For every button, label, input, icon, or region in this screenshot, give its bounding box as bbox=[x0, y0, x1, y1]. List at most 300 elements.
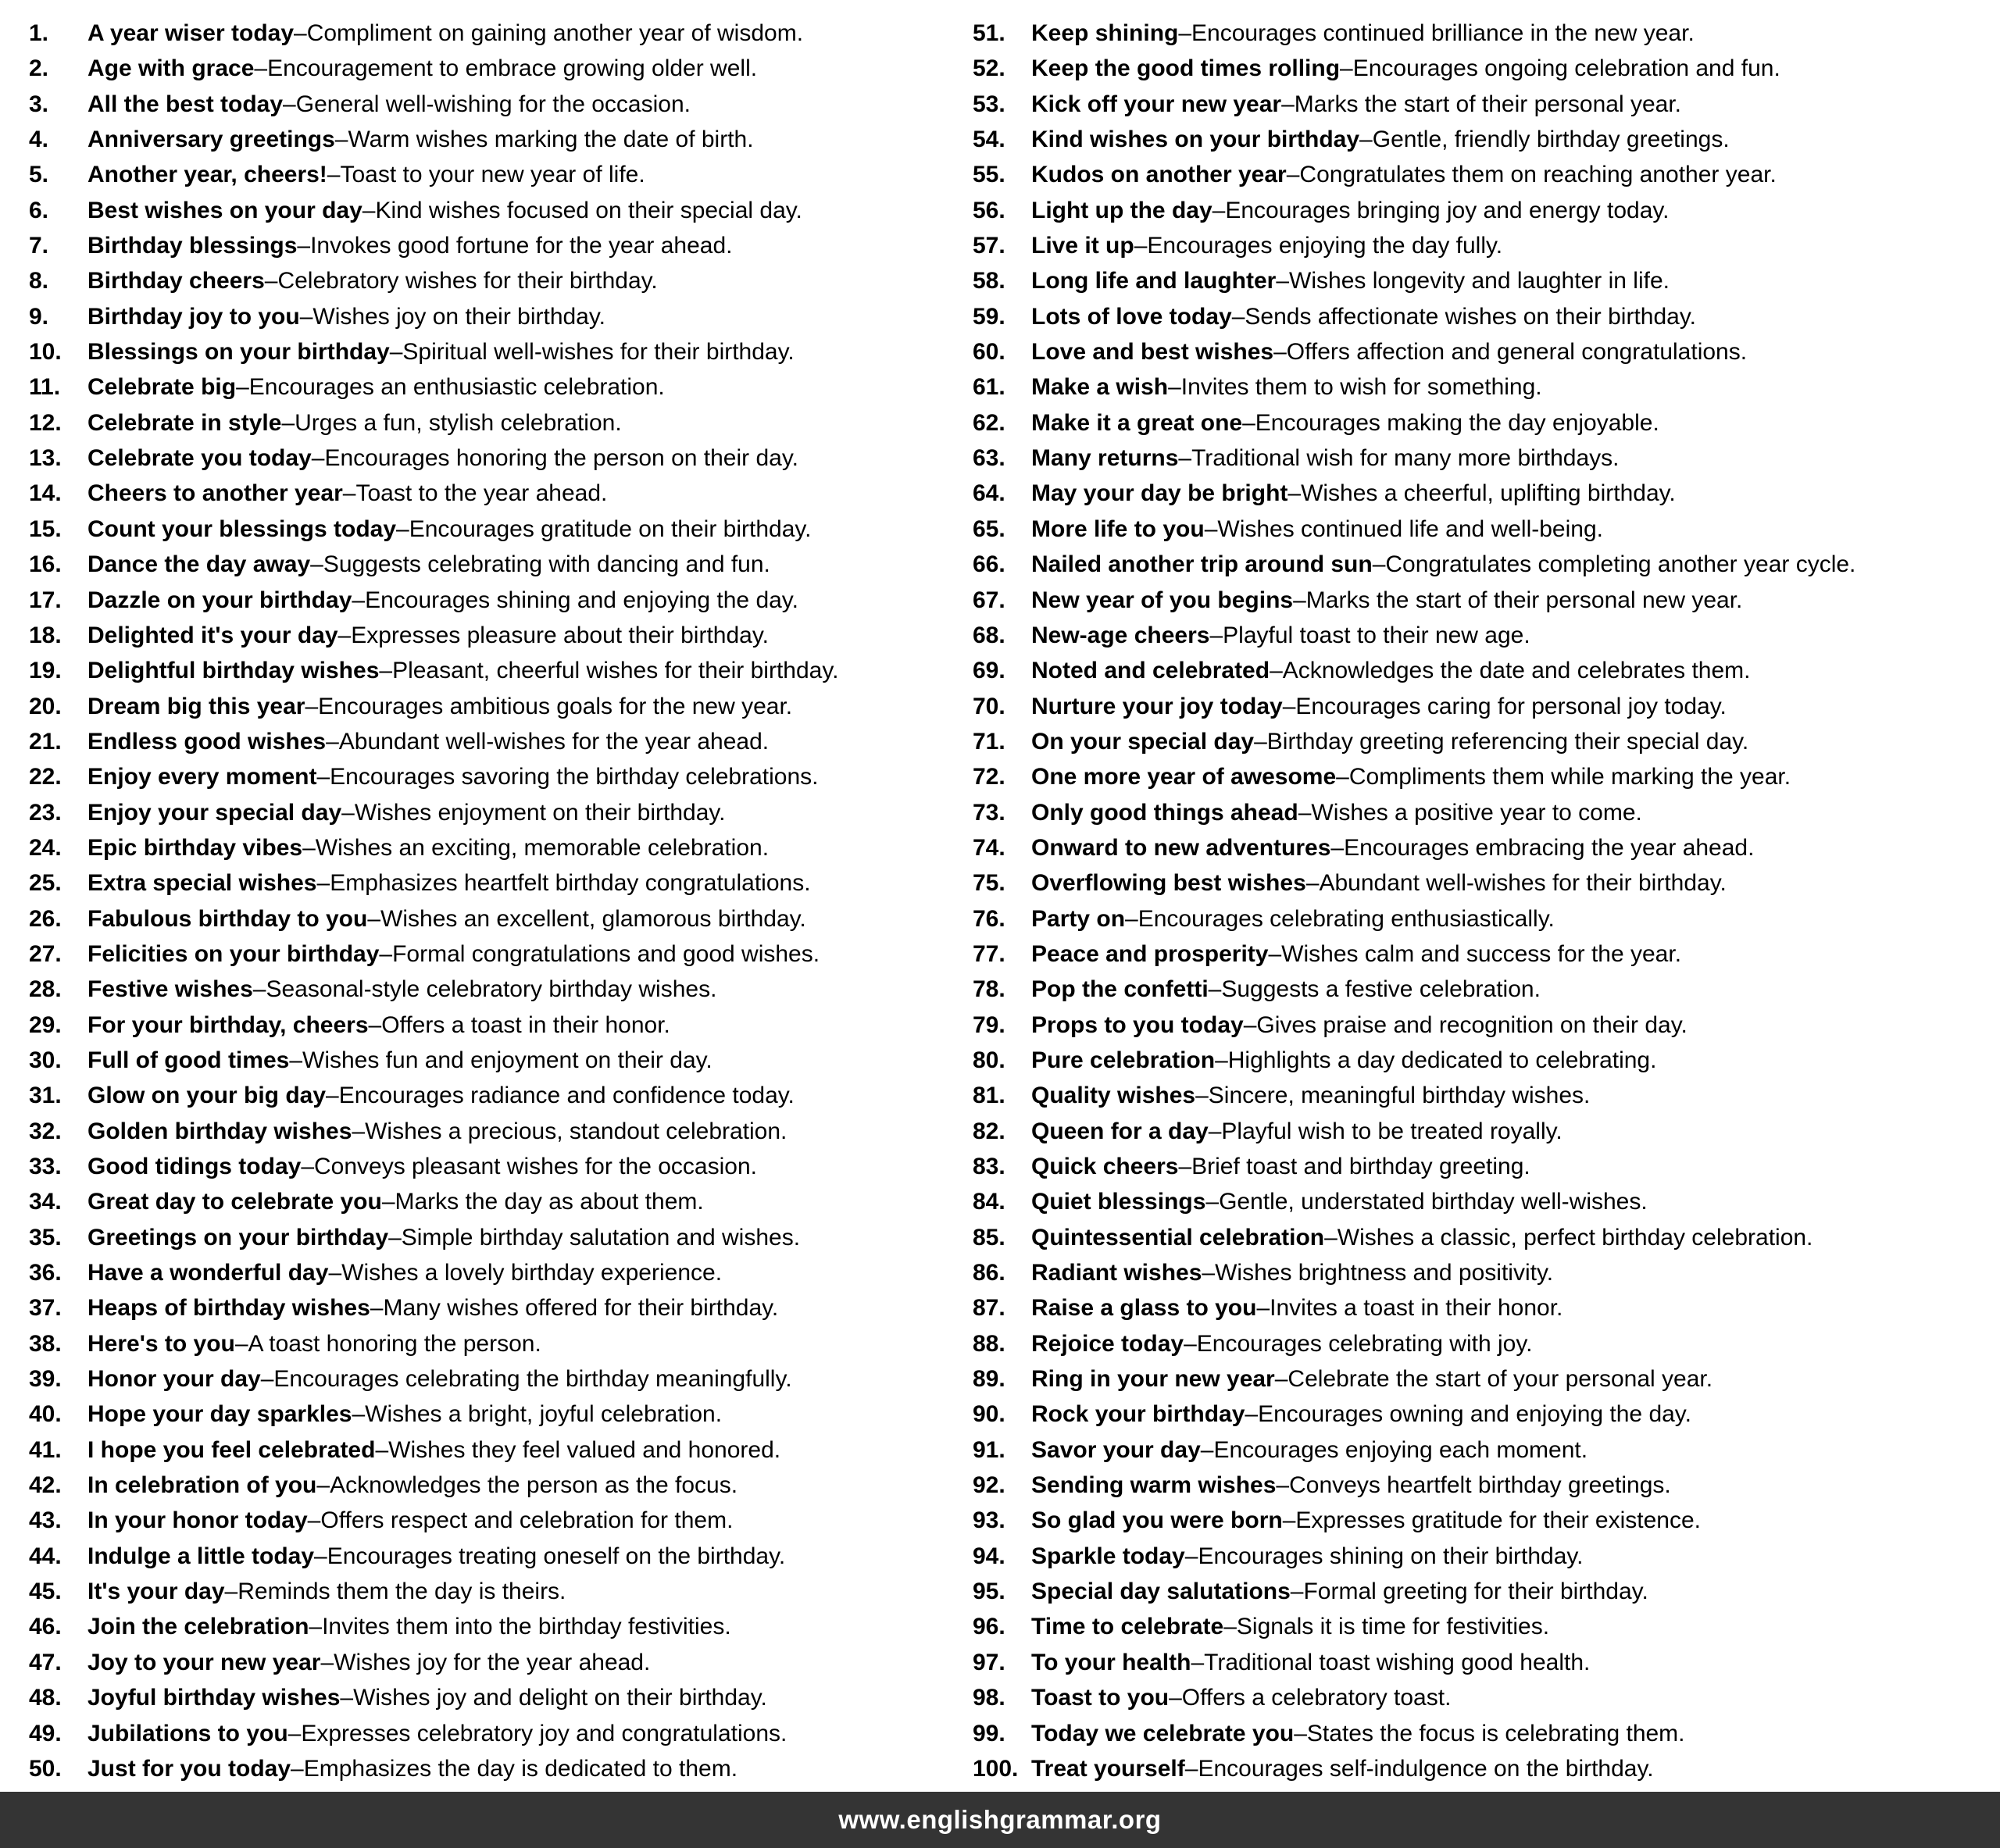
separator-dash: – bbox=[224, 1579, 238, 1605]
item-number: 73. bbox=[973, 799, 1005, 826]
item-description: Acknowledges the date and celebrates them. bbox=[1282, 658, 1751, 684]
item-number: 81. bbox=[973, 1083, 1005, 1109]
separator-dash: – bbox=[1245, 1401, 1259, 1428]
item-description: Encourages savoring the birthday celebrations. bbox=[330, 764, 819, 790]
item-phrase: Best wishes on your day bbox=[88, 197, 362, 223]
separator-dash: – bbox=[301, 1154, 314, 1179]
item-number: 76. bbox=[973, 905, 1005, 932]
separator-dash: – bbox=[1276, 268, 1290, 294]
item-phrase: All the best today bbox=[88, 91, 284, 117]
separator-dash: – bbox=[1212, 197, 1226, 223]
list-item bbox=[973, 1078, 1992, 1113]
list-item bbox=[973, 476, 1992, 511]
separator-dash: – bbox=[1324, 1224, 1338, 1250]
item-phrase: Keep the good times rolling bbox=[1031, 55, 1341, 82]
item-phrase: Rejoice today bbox=[1031, 1330, 1184, 1357]
list-item bbox=[973, 724, 1992, 759]
separator-dash: – bbox=[352, 1401, 366, 1428]
separator-dash: – bbox=[311, 445, 325, 472]
item-phrase: Honor your day bbox=[88, 1366, 261, 1393]
list-item bbox=[973, 583, 1992, 618]
item-number: 13. bbox=[29, 445, 62, 472]
item-number: 94. bbox=[973, 1543, 1005, 1569]
item-phrase: Special day salutations bbox=[1031, 1579, 1291, 1605]
item-number: 3. bbox=[29, 91, 49, 117]
item-phrase: Great day to celebrate you bbox=[88, 1189, 382, 1215]
separator-dash: – bbox=[370, 1295, 384, 1322]
separator-dash: – bbox=[340, 1685, 354, 1711]
item-description: Wishes fun and enjoyment on their day. bbox=[302, 1047, 712, 1073]
list-item bbox=[973, 901, 1992, 936]
separator-dash: – bbox=[299, 303, 313, 330]
separator-dash: – bbox=[327, 162, 341, 188]
separator-dash: – bbox=[1294, 1720, 1307, 1746]
separator-dash: – bbox=[326, 728, 339, 755]
item-description: Gives praise and recognition on their day. bbox=[1256, 1011, 1688, 1038]
separator-dash: – bbox=[1204, 516, 1218, 542]
item-description: Marks the start of their personal year. bbox=[1294, 91, 1682, 117]
item-description: Encourages embracing the year ahead. bbox=[1344, 834, 1755, 861]
item-number: 12. bbox=[29, 409, 62, 436]
item-phrase: May your day be bright bbox=[1031, 480, 1288, 507]
item-number: 52. bbox=[973, 55, 1005, 82]
list-item bbox=[29, 512, 973, 547]
separator-dash: – bbox=[362, 197, 376, 223]
list-item bbox=[973, 1539, 1992, 1574]
list-item bbox=[29, 1539, 973, 1574]
list-item bbox=[973, 228, 1992, 263]
item-number: 25. bbox=[29, 870, 62, 897]
separator-dash: – bbox=[328, 1260, 342, 1286]
item-description: Encourages self-indulgence on the birthday. bbox=[1198, 1755, 1654, 1782]
item-phrase: Age with grace bbox=[88, 55, 255, 82]
item-number: 90. bbox=[973, 1401, 1005, 1428]
item-phrase: Quality wishes bbox=[1031, 1083, 1196, 1109]
item-phrase: In celebration of you bbox=[88, 1472, 317, 1499]
list-item bbox=[973, 263, 1992, 298]
item-phrase: Heaps of birthday wishes bbox=[88, 1295, 370, 1322]
list-item bbox=[29, 865, 973, 901]
item-number: 55. bbox=[973, 162, 1005, 188]
separator-dash: – bbox=[305, 693, 319, 719]
separator-dash: – bbox=[1274, 1366, 1288, 1393]
item-phrase: Live it up bbox=[1031, 233, 1134, 259]
item-phrase: Sparkle today bbox=[1031, 1543, 1185, 1569]
item-phrase: Nailed another trip around sun bbox=[1031, 551, 1373, 578]
list-item bbox=[973, 795, 1992, 830]
item-phrase: Quintessential celebration bbox=[1031, 1224, 1325, 1250]
item-phrase: Party on bbox=[1031, 905, 1126, 932]
separator-dash: – bbox=[236, 374, 249, 401]
list-item bbox=[973, 1574, 1992, 1609]
list-item bbox=[973, 1149, 1992, 1184]
item-phrase: Full of good times bbox=[88, 1047, 290, 1073]
item-number: 48. bbox=[29, 1685, 62, 1711]
separator-dash: – bbox=[1243, 1011, 1257, 1038]
item-phrase: Have a wonderful day bbox=[88, 1260, 329, 1286]
separator-dash: – bbox=[254, 55, 268, 82]
item-description: Expresses gratitude for their existence. bbox=[1295, 1507, 1701, 1534]
item-number: 46. bbox=[29, 1614, 62, 1640]
item-description: Encourages celebrating enthusiastically. bbox=[1138, 905, 1555, 932]
item-number: 1. bbox=[29, 20, 49, 46]
item-number: 70. bbox=[973, 693, 1005, 719]
list-item bbox=[973, 689, 1992, 724]
item-description: Wishes longevity and laughter in life. bbox=[1289, 268, 1670, 294]
list-item bbox=[29, 795, 973, 830]
item-phrase: Overflowing best wishes bbox=[1031, 870, 1306, 897]
list-item bbox=[29, 122, 973, 157]
item-description: Playful toast to their new age. bbox=[1223, 622, 1530, 648]
item-phrase: Another year, cheers! bbox=[88, 162, 327, 188]
separator-dash: – bbox=[234, 1330, 248, 1357]
item-phrase: Today we celebrate you bbox=[1031, 1720, 1295, 1746]
list-item bbox=[29, 830, 973, 865]
separator-dash: – bbox=[367, 905, 381, 932]
separator-dash: – bbox=[316, 764, 330, 790]
separator-dash: – bbox=[1298, 799, 1312, 826]
list-item bbox=[973, 334, 1992, 369]
item-description: Conveys pleasant wishes for the occasion. bbox=[314, 1154, 757, 1179]
list-item bbox=[29, 441, 973, 476]
item-description: Traditional wish for many more birthdays. bbox=[1191, 445, 1620, 472]
item-number: 57. bbox=[973, 233, 1005, 259]
list-item bbox=[29, 1432, 973, 1468]
list-item bbox=[29, 299, 973, 334]
item-phrase: On your special day bbox=[1031, 728, 1255, 755]
item-number: 96. bbox=[973, 1614, 1005, 1640]
list-item bbox=[29, 1078, 973, 1113]
separator-dash: – bbox=[1231, 303, 1245, 330]
list-item bbox=[29, 1680, 973, 1715]
item-phrase: Enjoy your special day bbox=[88, 799, 342, 826]
item-phrase: Celebrate you today bbox=[88, 445, 312, 472]
separator-dash: – bbox=[1184, 1755, 1198, 1782]
item-phrase: Quiet blessings bbox=[1031, 1189, 1206, 1215]
item-number: 93. bbox=[973, 1507, 1005, 1534]
item-number: 40. bbox=[29, 1401, 62, 1428]
item-description: Offers affection and general congratulations. bbox=[1286, 339, 1748, 366]
list-item bbox=[973, 16, 1992, 51]
item-description: Congratulates them on reaching another year. bbox=[1299, 162, 1777, 188]
list-item bbox=[973, 369, 1992, 405]
item-description: Emphasizes the day is dedicated to them. bbox=[303, 1755, 738, 1782]
separator-dash: – bbox=[375, 1436, 389, 1463]
item-number: 20. bbox=[29, 693, 62, 719]
separator-dash: – bbox=[1273, 339, 1287, 366]
item-number: 50. bbox=[29, 1755, 62, 1782]
item-description: Gentle, friendly birthday greetings. bbox=[1372, 127, 1730, 153]
item-number: 24. bbox=[29, 834, 62, 861]
separator-dash: – bbox=[302, 834, 316, 861]
item-phrase: Extra special wishes bbox=[88, 870, 317, 897]
list-item bbox=[29, 193, 973, 228]
separator-dash: – bbox=[1184, 1543, 1198, 1569]
footer-bar bbox=[0, 1792, 2000, 1848]
item-description: Acknowledges the person as the focus. bbox=[330, 1472, 738, 1499]
item-number: 67. bbox=[973, 587, 1005, 613]
list-item bbox=[973, 547, 1992, 582]
item-phrase: Dazzle on your birthday bbox=[88, 587, 352, 613]
item-number: 31. bbox=[29, 1083, 62, 1109]
item-number: 23. bbox=[29, 799, 62, 826]
separator-dash: – bbox=[1290, 1579, 1304, 1605]
item-number: 29. bbox=[29, 1011, 62, 1038]
separator-dash: – bbox=[388, 1224, 402, 1250]
item-number: 19. bbox=[29, 658, 62, 684]
list-item bbox=[29, 334, 973, 369]
item-number: 58. bbox=[973, 268, 1005, 294]
item-phrase: Many returns bbox=[1031, 445, 1179, 472]
item-number: 53. bbox=[973, 91, 1005, 117]
item-number: 17. bbox=[29, 587, 62, 613]
item-phrase: Just for you today bbox=[88, 1755, 291, 1782]
separator-dash: – bbox=[368, 1011, 382, 1038]
list-item bbox=[973, 51, 1992, 86]
item-phrase: Nurture your joy today bbox=[1031, 693, 1283, 719]
item-number: 61. bbox=[973, 374, 1005, 401]
separator-dash: – bbox=[1134, 233, 1148, 259]
item-phrase: Dance the day away bbox=[88, 551, 311, 578]
separator-dash: – bbox=[1256, 1295, 1270, 1322]
item-number: 79. bbox=[973, 1011, 1005, 1038]
separator-dash: – bbox=[316, 870, 330, 897]
item-description: Wishes they feel valued and honored. bbox=[388, 1436, 781, 1463]
item-description: Toast to your new year of life. bbox=[340, 162, 645, 188]
separator-dash: – bbox=[381, 1189, 395, 1215]
item-number: 26. bbox=[29, 905, 62, 932]
item-phrase: Props to you today bbox=[1031, 1011, 1244, 1038]
item-description: Emphasizes heartfelt birthday congratulations. bbox=[330, 870, 811, 897]
item-description: Wishes brightness and positivity. bbox=[1215, 1260, 1554, 1286]
list-item bbox=[973, 299, 1992, 334]
list-item bbox=[29, 583, 973, 618]
separator-dash: – bbox=[379, 658, 393, 684]
separator-dash: – bbox=[1191, 1649, 1205, 1675]
item-number: 77. bbox=[973, 940, 1005, 967]
item-description: Encourages enjoying each moment. bbox=[1213, 1436, 1588, 1463]
separator-dash: – bbox=[1336, 764, 1349, 790]
item-description: Encourages caring for personal joy today. bbox=[1295, 693, 1727, 719]
item-description: Highlights a day dedicated to celebrating. bbox=[1227, 1047, 1657, 1073]
list-item bbox=[973, 972, 1992, 1007]
list-item bbox=[29, 1043, 973, 1078]
separator-dash: – bbox=[1282, 1507, 1296, 1534]
separator-dash: – bbox=[326, 1083, 339, 1109]
list-item bbox=[973, 1397, 1992, 1432]
separator-dash: – bbox=[389, 339, 403, 366]
list-item bbox=[973, 653, 1992, 688]
separator-dash: – bbox=[1205, 1189, 1220, 1215]
item-description: Wishes enjoyment on their birthday. bbox=[354, 799, 726, 826]
separator-dash: – bbox=[1223, 1614, 1237, 1640]
item-description: Compliment on gaining another year of wisdom. bbox=[306, 20, 804, 46]
separator-dash: – bbox=[1125, 905, 1138, 932]
item-number: 59. bbox=[973, 303, 1005, 330]
item-description: Wishes joy for the year ahead. bbox=[334, 1649, 651, 1675]
list-item bbox=[29, 405, 973, 441]
list-item bbox=[973, 865, 1992, 901]
list-item bbox=[29, 1255, 973, 1290]
list-item bbox=[973, 157, 1992, 192]
item-phrase: For your birthday, cheers bbox=[88, 1011, 369, 1038]
list-item bbox=[29, 87, 973, 122]
separator-dash: – bbox=[1208, 1118, 1222, 1144]
separator-dash: – bbox=[1254, 728, 1267, 755]
item-description: Signals it is time for festivities. bbox=[1236, 1614, 1550, 1640]
item-number: 75. bbox=[973, 870, 1005, 897]
item-phrase: Joy to your new year bbox=[88, 1649, 321, 1675]
item-number: 42. bbox=[29, 1472, 62, 1499]
item-description: Offers a toast in their honor. bbox=[381, 1011, 670, 1038]
separator-dash: – bbox=[297, 233, 311, 259]
item-phrase: It's your day bbox=[88, 1579, 225, 1605]
item-description: Traditional toast wishing good health. bbox=[1204, 1649, 1591, 1675]
item-number: 36. bbox=[29, 1260, 62, 1286]
item-description: Encourages shining and enjoying the day. bbox=[365, 587, 798, 613]
item-number: 45. bbox=[29, 1579, 62, 1605]
item-phrase: Anniversary greetings bbox=[88, 127, 335, 153]
item-number: 34. bbox=[29, 1189, 62, 1215]
item-phrase: Celebrate in style bbox=[88, 409, 282, 436]
separator-dash: – bbox=[1209, 622, 1223, 648]
item-description: Encourages honoring the person on their day. bbox=[324, 445, 798, 472]
item-number: 44. bbox=[29, 1543, 62, 1569]
item-description: Encourages radiance and confidence today. bbox=[338, 1083, 795, 1109]
item-phrase: Birthday blessings bbox=[88, 233, 298, 259]
separator-dash: – bbox=[396, 516, 409, 542]
item-phrase: Greetings on your birthday bbox=[88, 1224, 389, 1250]
item-phrase: Hope your day sparkles bbox=[88, 1401, 352, 1428]
item-phrase: Noted and celebrated bbox=[1031, 658, 1270, 684]
separator-dash: – bbox=[310, 551, 323, 578]
list-item bbox=[29, 1290, 973, 1325]
item-phrase: New year of you begins bbox=[1031, 587, 1294, 613]
item-description: Wishes an exciting, memorable celebration. bbox=[315, 834, 770, 861]
item-phrase: Epic birthday vibes bbox=[88, 834, 303, 861]
list-item bbox=[973, 512, 1992, 547]
list-item bbox=[973, 1716, 1992, 1751]
item-number: 38. bbox=[29, 1330, 62, 1357]
item-number: 18. bbox=[29, 622, 62, 648]
item-description: General well-wishing for the occasion. bbox=[295, 91, 691, 117]
separator-dash: – bbox=[1195, 1083, 1209, 1109]
list-item bbox=[29, 1503, 973, 1538]
item-phrase: Birthday joy to you bbox=[88, 303, 300, 330]
separator-dash: – bbox=[1286, 162, 1300, 188]
item-number: 51. bbox=[973, 20, 1005, 46]
list-item bbox=[29, 476, 973, 511]
list-item bbox=[973, 1609, 1992, 1644]
list-item bbox=[29, 547, 973, 582]
separator-dash: – bbox=[309, 1614, 323, 1640]
item-description: Invites them to wish for something. bbox=[1180, 374, 1542, 401]
item-description: Simple birthday salutation and wishes. bbox=[401, 1224, 801, 1250]
separator-dash: – bbox=[260, 1366, 274, 1393]
item-phrase: Fabulous birthday to you bbox=[88, 905, 368, 932]
item-phrase: Ring in your new year bbox=[1031, 1366, 1275, 1393]
list-item bbox=[29, 1361, 973, 1397]
item-phrase: Queen for a day bbox=[1031, 1118, 1209, 1144]
list-item bbox=[973, 1326, 1992, 1361]
list-item bbox=[29, 1574, 973, 1609]
list-item bbox=[29, 263, 973, 298]
list-item bbox=[29, 157, 973, 192]
item-description: Conveys heartfelt birthday greetings. bbox=[1289, 1472, 1671, 1499]
item-description: Offers a celebratory toast. bbox=[1181, 1685, 1452, 1711]
list-item bbox=[973, 1220, 1992, 1255]
item-number: 32. bbox=[29, 1118, 62, 1144]
separator-dash: – bbox=[1288, 480, 1302, 507]
list-item bbox=[973, 1680, 1992, 1715]
item-description: Wishes a precious, standout celebration. bbox=[365, 1118, 788, 1144]
column-right bbox=[973, 16, 1992, 1792]
item-number: 15. bbox=[29, 516, 62, 542]
item-description: Gentle, understated birthday well-wishes. bbox=[1219, 1189, 1648, 1215]
item-number: 88. bbox=[973, 1330, 1005, 1357]
item-number: 4. bbox=[29, 127, 49, 153]
item-number: 28. bbox=[29, 976, 62, 1003]
item-description: Invokes good fortune for the year ahead. bbox=[310, 233, 733, 259]
separator-dash: – bbox=[1282, 693, 1296, 719]
item-phrase: Long life and laughter bbox=[1031, 268, 1277, 294]
item-phrase: Dream big this year bbox=[88, 693, 305, 719]
list-item bbox=[973, 1114, 1992, 1149]
item-number: 74. bbox=[973, 834, 1005, 861]
item-number: 72. bbox=[973, 764, 1005, 790]
item-number: 39. bbox=[29, 1366, 62, 1393]
item-number: 92. bbox=[973, 1472, 1005, 1499]
item-number: 30. bbox=[29, 1047, 62, 1073]
separator-dash: – bbox=[1202, 1260, 1216, 1286]
item-description: Toast to the year ahead. bbox=[355, 480, 608, 507]
item-description: Marks the day as about them. bbox=[395, 1189, 704, 1215]
list-item bbox=[973, 1290, 1992, 1325]
item-description: Kind wishes focused on their special day. bbox=[375, 197, 802, 223]
item-description: Formal congratulations and good wishes. bbox=[392, 940, 820, 967]
item-number: 84. bbox=[973, 1189, 1005, 1215]
item-phrase: Pop the confetti bbox=[1031, 976, 1209, 1003]
item-phrase: One more year of awesome bbox=[1031, 764, 1337, 790]
item-phrase: A year wiser today bbox=[88, 20, 295, 46]
item-number: 54. bbox=[973, 127, 1005, 153]
item-number: 7. bbox=[29, 233, 49, 259]
item-phrase: Good tidings today bbox=[88, 1154, 302, 1179]
item-number: 91. bbox=[973, 1436, 1005, 1463]
item-description: Formal greeting for their birthday. bbox=[1303, 1579, 1648, 1605]
list-item bbox=[29, 1609, 973, 1644]
separator-dash: – bbox=[289, 1047, 302, 1073]
separator-dash: – bbox=[1184, 1330, 1197, 1357]
list-item bbox=[29, 1468, 973, 1503]
item-number: 33. bbox=[29, 1154, 62, 1179]
item-phrase: Here's to you bbox=[88, 1330, 235, 1357]
list-item bbox=[29, 16, 973, 51]
item-phrase: Felicities on your birthday bbox=[88, 940, 380, 967]
item-phrase: Savor your day bbox=[1031, 1436, 1201, 1463]
item-number: 95. bbox=[973, 1579, 1005, 1605]
item-number: 85. bbox=[973, 1224, 1005, 1250]
item-description: Encourages treating oneself on the birthday. bbox=[327, 1543, 786, 1569]
item-number: 6. bbox=[29, 197, 49, 223]
item-phrase: Enjoy every moment bbox=[88, 764, 317, 790]
item-number: 65. bbox=[973, 516, 1005, 542]
item-phrase: Onward to new adventures bbox=[1031, 834, 1331, 861]
item-description: Playful wish to be treated royally. bbox=[1221, 1118, 1562, 1144]
item-number: 35. bbox=[29, 1224, 62, 1250]
item-phrase: Light up the day bbox=[1031, 197, 1212, 223]
item-description: Encourages ambitious goals for the new year. bbox=[318, 693, 793, 719]
